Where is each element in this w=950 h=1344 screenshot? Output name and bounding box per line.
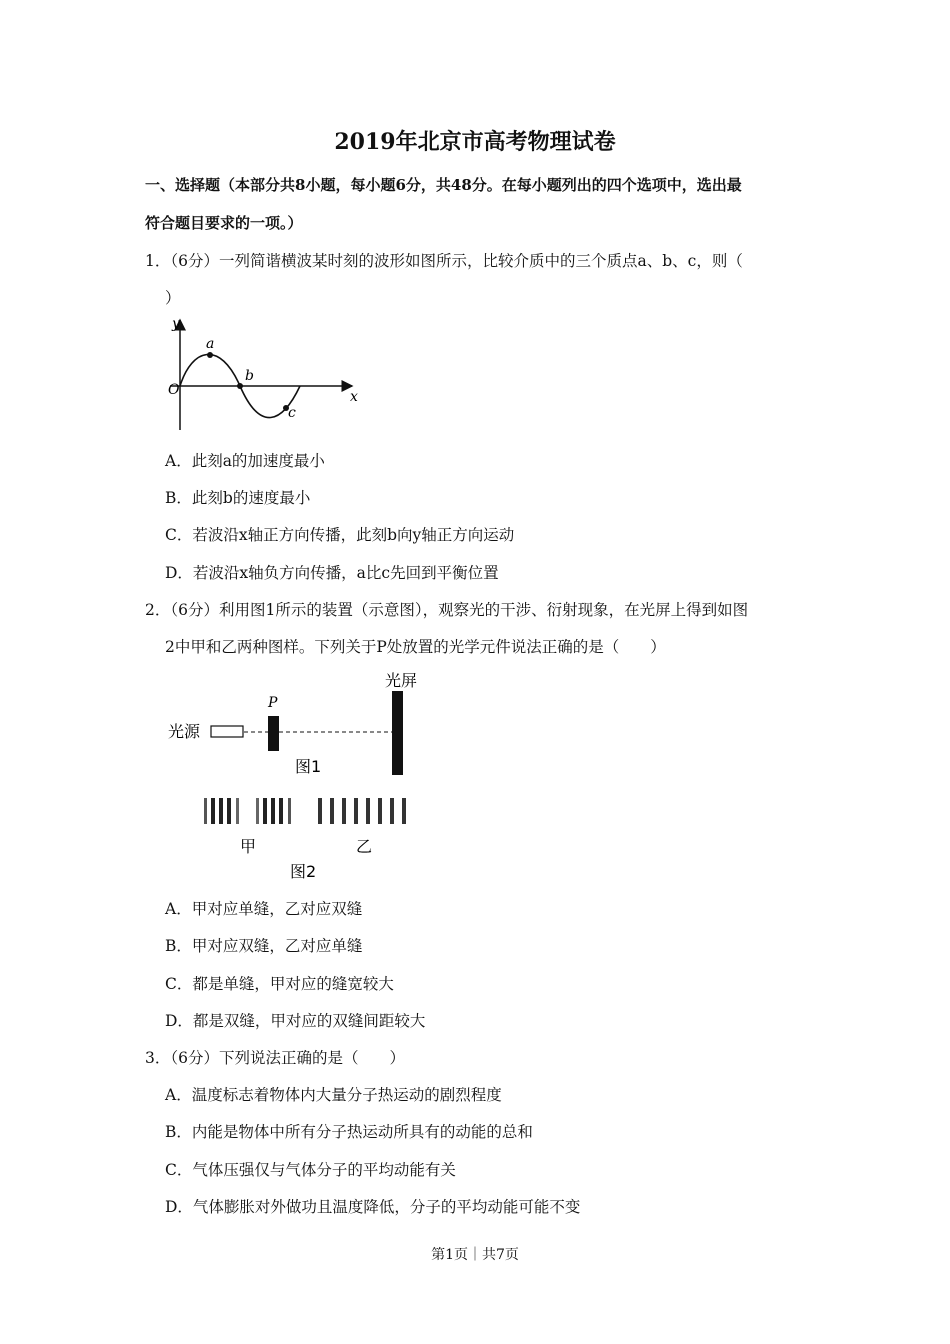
source-label: 光源 xyxy=(168,722,201,741)
q1-option-c: C．若波沿x轴正方向传播，此刻b向y轴正方向运动 xyxy=(165,526,515,544)
x-label: x xyxy=(350,389,358,405)
q2-option-c: C．都是单缝，甲对应的缝宽较大 xyxy=(165,975,394,993)
pattern-jia xyxy=(204,798,291,824)
fig2-caption: 图2 xyxy=(290,862,317,881)
q1-wave-figure xyxy=(160,312,370,437)
q2-apparatus-figure xyxy=(160,665,440,885)
q1-option-b: B．此刻b的速度最小 xyxy=(165,489,311,507)
point-b xyxy=(237,383,243,389)
q1-option-d: D．若波沿x轴负方向传播，a比c先回到平衡位置 xyxy=(165,564,499,582)
light-screen xyxy=(392,691,403,775)
jia-label: 甲 xyxy=(240,837,257,856)
page-footer: 第1页｜共7页 xyxy=(431,1247,519,1263)
c-label: c xyxy=(288,405,296,421)
y-label: y xyxy=(172,316,180,332)
q1-option-a: A．此刻a的加速度最小 xyxy=(165,452,325,470)
light-source xyxy=(211,726,243,737)
q3-option-b: B．内能是物体中所有分子热运动所具有的动能的总和 xyxy=(165,1123,533,1141)
q3-stem: 3．（6分）下列说法正确的是（ ） xyxy=(145,1049,405,1067)
optical-element-p xyxy=(268,716,279,751)
p-label: P xyxy=(268,695,278,711)
q3-option-c: C．气体压强仅与气体分子的平均动能有关 xyxy=(165,1161,456,1179)
point-a xyxy=(207,352,213,358)
fig1-caption: 图1 xyxy=(295,757,322,776)
q3-option-a: A．温度标志着物体内大量分子热运动的剧烈程度 xyxy=(165,1086,502,1104)
q3-option-d: D．气体膨胀对外做功且温度降低，分子的平均动能可能不变 xyxy=(165,1198,581,1216)
a-label: a xyxy=(206,336,215,352)
page-title: 2019年北京市高考物理试卷 xyxy=(334,129,616,155)
q2-stem-line2: 2中甲和乙两种图样。下列关于P处放置的光学元件说法正确的是（ ） xyxy=(165,638,666,656)
q1-stem-line1: 1．（6分）一列简谐横波某时刻的波形如图所示，比较介质中的三个质点a、b、c，则（ xyxy=(145,252,743,270)
q2-option-a: A．甲对应单缝，乙对应双缝 xyxy=(165,900,363,918)
screen-label: 光屏 xyxy=(385,671,418,690)
q2-stem-line1: 2．（6分）利用图1所示的装置（示意图），观察光的干涉、衍射现象，在光屏上得到如图 xyxy=(145,601,749,619)
origin-label: O xyxy=(168,382,180,398)
b-label: b xyxy=(245,368,254,384)
q1-stem-line2: ） xyxy=(165,289,181,307)
section-heading-line1: 一、选择题（本部分共8小题，每小题6分，共48分。在每小题列出的四个选项中，选出最 xyxy=(145,176,742,194)
pattern-yi xyxy=(318,798,406,824)
q2-option-b: B．甲对应双缝，乙对应单缝 xyxy=(165,937,363,955)
section-heading-line2: 符合题目要求的一项。） xyxy=(145,214,303,232)
yi-label: 乙 xyxy=(356,837,373,856)
q2-option-d: D．都是双缝，甲对应的双缝间距较大 xyxy=(165,1012,426,1030)
